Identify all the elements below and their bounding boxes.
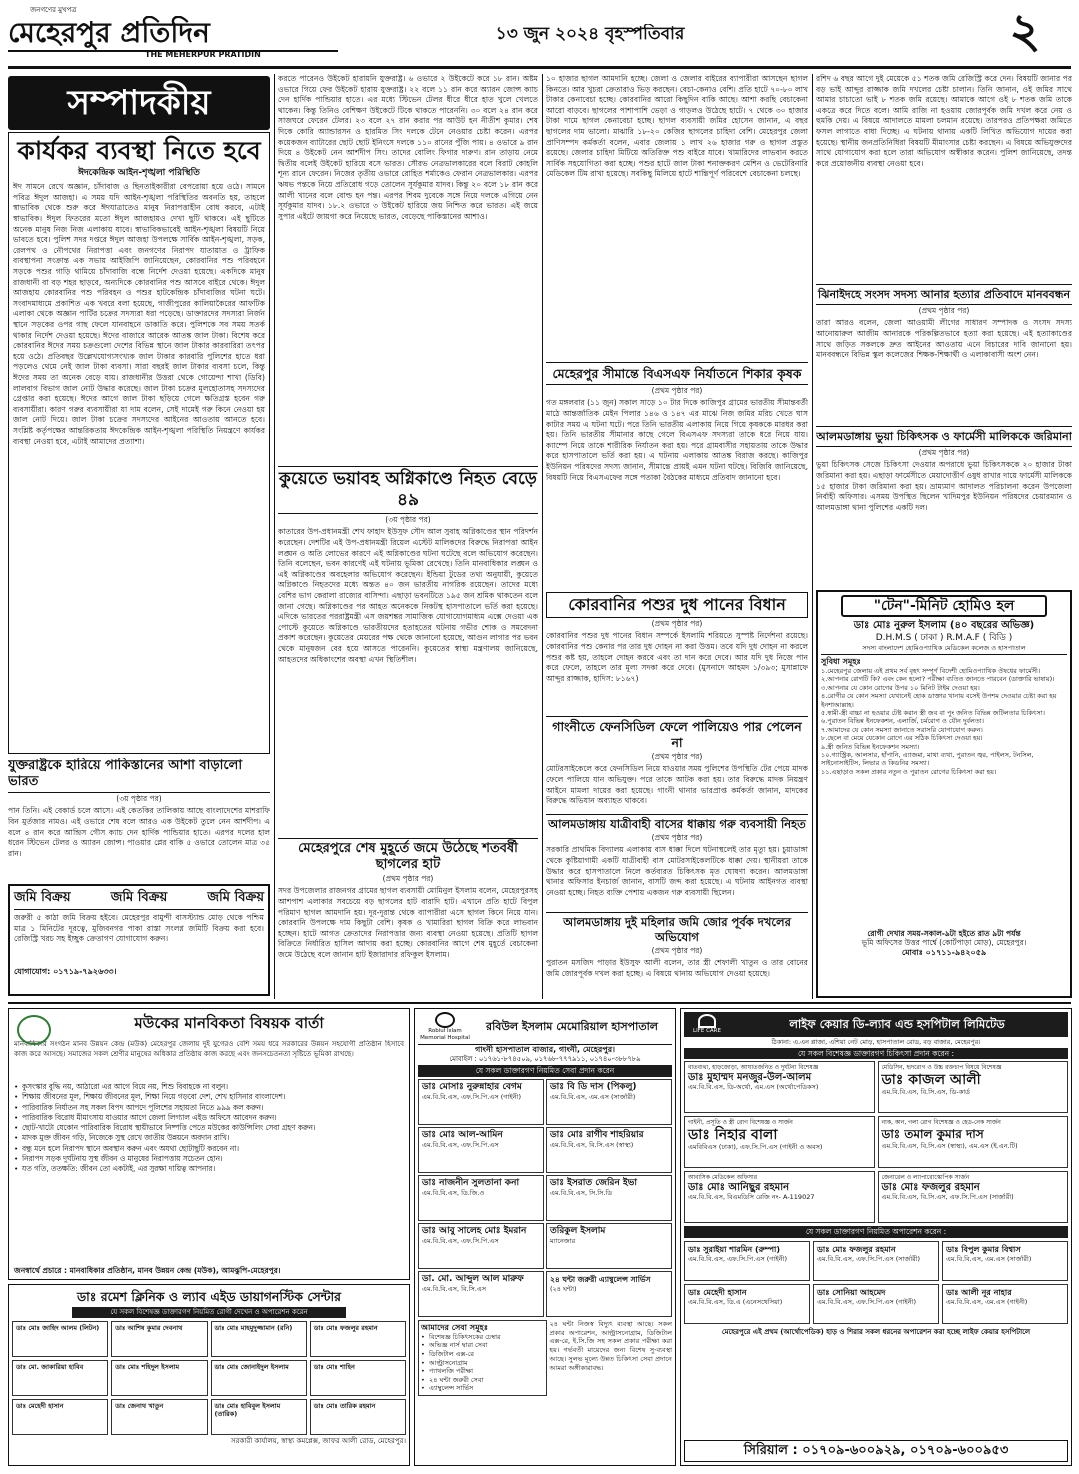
milk-cont: (প্রথম পৃষ্ঠার পর) (651, 619, 703, 628)
mouk-point: • বন্ধু মনে হলে নিরাপদ স্থানে অবস্থান করুন এবং অযথা ছোটাছুটি করবেন না। (14, 1144, 404, 1154)
land-sale-title-2: জমি বিক্রয় (110, 890, 168, 905)
land-sale-body: জরুরী ৫ কাঠা জমি বিক্রয় হইবে। মেহেরপুর বামুন্দী বাসস্ট্যান্ড মোড় থেকে পশ্চিম মাত্র ১ মিনিটের দূরত্বে, মুজিবনগর পাকা রাস্তা সংলগ্ন জমিটি বিক্রয় করা হবে। রেজিস্ট্রি খরচ সহ ইচ্ছুক ক্রেতাগণ যোগাযোগ করুন। (14, 913, 264, 944)
ramesh-ad (8, 1284, 410, 1466)
homeo-ad (816, 590, 1072, 998)
lifecare-doctor-name: ডাঃ তমাল কুমার দাস (881, 1127, 984, 1142)
lifecare-doctor-degree: এম.বি.বি.এস, বি.সি.এস, এফ.সি.পি.এস (সার্জারী) (881, 1193, 1014, 1202)
land-sale-title-row (14, 890, 264, 910)
mouk-point: • মাদক মুক্ত জীবন গড়ি, নিজেকে সুস্থ রেখে জাতীয় উন্নয়নে অবদান রাখি। (14, 1133, 404, 1143)
mouk-intro: মানবাধিকার সংগঠন মানব উন্নয়ন কেন্দ্র (মউক) মেহেরপুর জেলায় দুই যুগেরও বেশি সময় ধরে সরকারের উন্নয়ন সহযোগী প্রতিষ্ঠান হিসাবে কাজ করে আসছে। সমাজের সকল শ্রেণীর মানুষের অধিকার প্রতিষ্ঠায় কাজ করছে এবং জনসচেতনতা সৃষ্টিতে ভূমিকা রাখছে। (14, 1040, 404, 1058)
women-land-cont: (প্রথম পৃষ্ঠার পর) (651, 946, 703, 955)
lifecare-surgeon-degree: এম.বি.বি.এস, এফ.সি.পি.এস (গাইনী) (688, 1254, 788, 1263)
robiul-doctors (418, 1079, 672, 1317)
lifecare-doctor-name: ডাঃ মোঃ আনিছুর রহমান (688, 1182, 790, 1194)
homeo-benefit: ১০.গ্যাস্ট্রিক, আলসার, হাঁপানি, এ্যাজমা, মাথা ব্যথা, পুরাতন জ্বর, পাইলস, টনসিল, সাইনোসাইটিস, লিভার ও কিডনির সমস্যা। (821, 750, 1034, 768)
editorial-subhead: ঈদকেন্দ্রিক আইন-শৃঙ্খলা পরিস্থিতি (78, 168, 200, 178)
robiul-service: • আল্ট্রাসনোগ্রাম (421, 1359, 544, 1368)
lifecare-sub: যে সকল বিশেষজ্ঞ ডাক্তারগণ চিকিৎসা প্রদান করেন : (684, 1048, 1068, 1059)
col-divider-3 (812, 74, 813, 999)
lifecare-surgeon-degree: এম.বি.বি.এস, ডি.এ (এনেসথেসিয়া) (688, 1297, 783, 1306)
women-land-body-cont: রশিদ ৬ বছর আগে দুই মেয়েকে ৫১ শতক জমি রেজিস্ট্রি করে দেন। বিষয়টি জানার পর বড় ভাই আব্দুর রাজ্জাক জমি দখলের চেষ্টা চালান। তিনি জানান, ওই জমির সাথে আমার চাচাতো ভাই ৮ শতক জমি রয়েছে। আমাকে আগে ওই ৮ শতক জমি তাকে একত্রে করে দিতে বলে। আমি রাজি না হওয়ায় জোরপূর্বক জমি দখল করে নেয় ও হুমকি দেয়। এ বিষয়ে আদালতে মামলা চলমান রয়েছে। তারপরও প্রতিপক্ষরা জমিতে ফসল লাগাতে বাধা দিচ্ছে। এ ঘটনায় থানায় একটি লিখিত অভিযোগ দায়ের করা হয়েছে। স্থানীয় জনপ্রতিনিধিরা বিষয়টি মীমাংসার চেষ্টা করছেন। এ বিষয়ে অভিযুক্তদের সাথে যোগাযোগ করা হলে তারা অভিযোগ অস্বীকার করেন। পুলিশ জানিয়েছে, তদন্ত করে প্রয়োজনীয় ব্যবস্থা নেওয়া হবে। (816, 74, 1072, 168)
homeo-member: সদস্য বাংলাদেশ হোমিওপ্যাথিক মেডিকেল কলেজ ও হাসপাতাল (821, 644, 1067, 655)
robiul-sub: যে সকল ডাক্তারগণ নিয়মিত সেবা প্রদান করেন (418, 1065, 672, 1076)
robiul-services-list (421, 1333, 544, 1393)
land-sale-ad (8, 884, 270, 996)
lifecare-doctors2 (684, 1241, 1068, 1324)
homeo-address: ভূমি অফিসের উত্তর পার্শ্বে (কোর্টপাড়া মোড়), মেহেরপুর। (861, 938, 1027, 948)
col-divider-2 (542, 74, 543, 999)
lifecare-surgeon (813, 1284, 939, 1324)
lifecare-surgeon-degree: এম.বি.বি.এস, এম.এস (গাইনী) (946, 1297, 1028, 1306)
mp-protest-story (816, 284, 1072, 424)
lifecare-logo-text: LIFE CARE (693, 1028, 721, 1034)
masthead-name-en: THE MEHERPUR PRATIDIN (145, 50, 261, 59)
goats-continued (546, 74, 808, 360)
homeo-benefit: ৬.পুরাতন বিভিন্ন ইনফেকশন, এলার্জি, চর্মরোগ ও যৌন দুর্বলতা। (821, 717, 984, 726)
robiul-doctor (418, 1079, 544, 1125)
lifecare-title: লাইফ কেয়ার ডি-ল্যাব এন্ড হসপিটাল লিমিটেড (789, 1017, 1005, 1032)
homeo-benefits-title: সুবিধা সমূহঃ (821, 656, 861, 666)
masthead-logo (8, 16, 338, 52)
border-cont: (প্রথম পৃষ্ঠার পর) (651, 386, 703, 395)
lifecare-doctor-degree: এম.বি.বি.এস, ডি-অর্থো, এম.এস (অর্থোপেডিকস) (688, 1083, 819, 1092)
ramesh-doctor: ডাঃ মোঃ হাবিবুল ইসলাম (তারিক) (211, 1399, 307, 1435)
lifecare-surgeon-name: ডাঃ বিপুল কুমার বিশ্বাস (946, 1244, 1021, 1254)
page-number: ২ (1009, 3, 1041, 59)
bus-cont: (প্রথম পৃষ্ঠার পর) (651, 833, 703, 842)
homeo-title: "টেন"-মিনিট হোমিও হল (841, 595, 1047, 617)
robiul-phone: মোবাইল : ০১৭৬১-৮৭৪৫০৯, ০১৭৬৮-৭৭৭৯১১, ০১৭৪০-৩৮৮৭৮৯ (449, 1055, 641, 1063)
lifecare-doctor-name: ডাঃ নিহার বালা (688, 1127, 778, 1144)
robiul-service: • বিশেষজ্ঞ চিকিৎসকের চেম্বার (421, 1333, 544, 1342)
quack-body: ভুয়া চিকিৎসক সেজে চিকিৎসা দেওয়ার অপরাধে ভুয়া চিকিৎসককে ২০ হাজার টাকা জরিমানা করা হয়। এছাড়া ফার্মেসীতে মেয়াদোত্তীর্ণ ওষুধ রাখার দায়ে ফার্মেসী মালিককে ১৫ হাজার টাকা জরিমানা করা হয়। ভ্রাম্যমাণ আদালত পরিচালনা করেন উপজেলা নির্বাহী অফিসার। এসময় উপস্থিত ছিলেন খাদিমপুর ইউনিয়ন পরিষদের চেয়ারম্যান ও আলমডাঙ্গা থানা পুলিশের একটি দল। (816, 460, 1072, 512)
homeo-benefit: ৮.ছেলে বা মেয়ে যেকোন রোগে এর সঠিক চিকিৎসা দেওয়া হয়। (821, 734, 983, 743)
lifecare-logo-mark (698, 1014, 716, 1028)
mouk-ad (8, 1008, 410, 1280)
ramesh-doctor: ডাঃ মো. জাকারিয়া হাবিব (12, 1360, 108, 1396)
quack-cont: (প্রথম পৃষ্ঠার পর) (918, 448, 970, 457)
col-divider-1 (274, 74, 275, 999)
lifecare-doctor (684, 1061, 875, 1113)
milk-story (546, 592, 808, 714)
kuwait-body: কাতারের উপ-প্রধানমন্ত্রী শেখ ফাহাদ ইউসুফ সৌদ আল সুবাহ অগ্নিকাণ্ডের স্থান পরিদর্শন করেছেন। দেশটির এই উপ-প্রধানমন্ত্রী রিয়েল এস্টেট মালিকদের বিরুদ্ধে নিরাপত্তা আইন লঙ্ঘন ও অতি লোভের কারণে এই অগ্নিকাণ্ডের ঘটনা ঘটেছে বলে অভিযোগ করেছেন। তিনি বলেছেন, ভবন কারণেই এই ঘটনায় ভূমিকা রেখেছে। তিনি মানবাধিকার লঙ্ঘন ও এই অগ্নিকাণ্ডের অবহেলার অভিযোগ করেছেন। ইন্ডিয়া টুডের তথ্য অনুযায়ী, কুয়েতে অগ্নিকাণ্ডে নিহতদের মধ্যে অন্তত ৪০ জন ভারতীয় নাগরিক রয়েছেন। তাদের মধ্যে বেশির ভাগ কেরালা রাজ্যের বাসিন্দা। এছাড়া ভবনটিতে ১৯৫ জন শ্রমিক থাকতেন বলে জানা গেছে। অগ্নিকাণ্ডের পর আহত অনেককে নিকটস্থ হাসপাতালে ভর্তি করা হয়েছে। এদিকে ভারতের পররাষ্ট্রমন্ত্রী এস জয়শঙ্কর সামাজিক যোগাযোগমাধ্যম এক্সে দেওয়া এক পোস্টে কুয়েতে অগ্নিকাণ্ডে ভারতীয়দের হতাহতের ঘটনায় গভীর শোক ও সমবেদনা প্রকাশ করেছেন। কুয়েতের মেয়রের পক্ষ থেকে জানানো হয়েছে, আগুন লাগার পর ভবন থেকে মানুষজন বের হয়ে আসতে পারেননি। কুয়েতের স্বাস্থ্য মন্ত্রণালয় জানিয়েছে, আহতদের অধিকাংশের অবস্থা এখন স্থিতিশীল। (278, 527, 538, 664)
ramesh-doctor: ডাঃ মোঃ মাহমুদুজ্জামান (রনি) (211, 1321, 307, 1357)
bus-headline: আলমডাঙ্গায় যাত্রীবাহী বাসের ধাক্কায় গরু ব্যবসায়ী নিহত (546, 814, 808, 832)
lifecare-doctor (684, 1171, 875, 1223)
masthead-rule (8, 66, 1071, 69)
quack-story (816, 426, 1072, 586)
robiul-doctor-name: ডাঃ আবু সালেহ মোঃ ইমরান (422, 1225, 527, 1236)
lifecare-doctor-dept: বাতব্যথা, হাড়জোড়া, আঘাতজনিত ও দুর্ঘটনা বিশেষজ্ঞ (688, 1064, 819, 1072)
lifecare-doctor (878, 1116, 1069, 1168)
lifecare-surgeon (813, 1241, 939, 1281)
land-sale-title-3: জমি বিক্রয় (207, 890, 264, 905)
lifecare-doctor (878, 1171, 1069, 1223)
mouk-point: • শিক্ষায় জীবনের মূল, শিক্ষায় জীবনের মূল, শিক্ষা নিয়ে গড়বো দেশ, শেখ হাসিনার বাংলাদেশ। (14, 1092, 404, 1102)
robiul-doctor-degree: এম.বি.বি.এস, ডি.জি.ও (422, 1188, 485, 1197)
bus-body: সরকারি প্রাথমিক বিদ্যালয় এলাকায় বাস ধাক্কা দিলে ঘটনাস্থলেই তার মৃত্যু হয়। চুয়াডাঙ্গা থেকে কুষ্টিয়াগামী একটি যাত্রীবাহী বাস মোটরসাইকেলটিকে ধাক্কা দেয়। স্থানীয়রা তাকে উদ্ধার করে হাসপাতালে নিলে কর্তব্যরত চিকিৎসক মৃত ঘোষণা করেন। আলমডাঙ্গা থানার অফিসার ইনচার্জ জানান, বাসটি জব্দ করা হয়েছে। এ ঘটনায় আইনগত ব্যবস্থা নেওয়া হচ্ছে। নিহত ব্যক্তি পেশায় একজন গরু ব্যবসায়ী ছিলেন। (546, 845, 808, 897)
goats-cont: (প্রথম পৃষ্ঠার পর) (382, 874, 434, 883)
lifecare-surgeon (942, 1241, 1068, 1281)
ramesh-doctor: ডাঃ জেনাথ খাতুন (111, 1399, 207, 1435)
land-sale-contact: যোগাযোগ: ০১৭১৯-৭৯২৬৩৩। (14, 967, 117, 977)
lifecare-surgeon-degree: এম.বি.বি.এস, এম.এস (সার্জারী) (946, 1254, 1032, 1263)
lifecare-doctor-dept: আবাসিক মেডিকেল অফিসার (688, 1174, 758, 1182)
homeo-benefit: ৫.স্বামী-স্ত্রী বাচ্চা না হওয়ার টেষ্ট করান স্ত্রী জব বা পুং জনিত বিভিন্ন জটিলতার চিকিৎসা। (821, 708, 1045, 717)
robiul-doctor (418, 1271, 544, 1317)
homeo-benefit: ৭.আমাদের যে কোন সমস্যা জানাতে সরাসরি যোগাযোগ করুন। (821, 725, 983, 734)
lifecare-doctor-name: ডাঃ মোঃ ফজলুর রহমান (881, 1182, 980, 1194)
robiul-logo (418, 1012, 472, 1042)
homeo-benefit: ৩.আপনার যে কোন রোগের উপর ১০ মিনিট টাইম দেওয়া হয়। (821, 683, 980, 692)
robiul-doctor-degree: ম্যানেজার (550, 1236, 576, 1245)
robiul-logo-text: Robiul Islam Memorial Hospital (420, 1028, 470, 1041)
robiul-services (418, 1320, 547, 1396)
ramesh-title: ডাঃ রমেশ ক্লিনিক ও ল্যাব এইড ডায়াগনস্টিক সেন্টার (76, 1289, 342, 1304)
goats-story (278, 838, 538, 998)
robiul-doctor-degree: এম.বি.বি.এস, এফ.সি.পি.এস (গাইনী) (422, 1092, 522, 1101)
homeo-benefit: ৪.রোগীর যে কোন সমস্যা যেখানেই হোক ডাক্তার খানায় বসেই উপশম দেওয়ার চেষ্টা করা হয় ইনশাআল্লাহ। (821, 692, 1057, 709)
robiul-doctor (546, 1223, 672, 1269)
robiul-doctor-degree: এম.বি.বি.এস, এফ.সি.পি.এস (422, 1140, 499, 1149)
lifecare-doctor-name: ডাঃ মুহাম্মদ মনজুর-উল-আলম (688, 1072, 812, 1084)
cricket-body: পান তিনি। এই বেকার্ড চলে আসে। এই কেতকির তালিকায় আছে বাংলাদেশের মাশরাফি বিন মুর্তজার নামও। এই ওভারে শেষ বলে আরও এক উইকেট তুলে নেন আর্শদীপ। এ বলে ৪ রান করে আন্দ্রিস গৌস ক্যাচ দেন হার্দিক পান্ডিয়ার হাতে। এরপর দলের হাল ধরেন স্টিভেন টেলর ও অ্যারন জোন্স। পাওয়ার প্লের বাকি ৫ ওভারে তোলেন মাত্র ৩৫ রান। (8, 806, 270, 858)
masthead-name: মেহেরপুর প্রতিদিন (8, 16, 210, 49)
lifecare-footer: মেহেরপুরে এই প্রথম (আর্থোপেডিক) হাড় ও শিরার সকল ধরনের অপারেশন করা হচ্ছে লাইফ কেয়ার হসপিটালে (721, 1327, 1031, 1336)
ramesh-doctor: ডাঃ মেহেদী হাসান (12, 1399, 108, 1435)
masthead-top-note: জনগণের মুখপত্র (30, 6, 77, 14)
goats-body-cont: ১০ হাজার ছাগল আমদানি হচ্ছে। জেলা ও জেলার বাইরের ব্যাপারীরা আসছেন ছাগল কিনতে। আর খুচরা ক্রেতারাও ভিড় করছেন। বেচা-কেনাও বেশি। প্রতি হাটে ৭০-৮০ লাখ টাকার কেনাবেচা হচ্ছে। কোরবানির আরো কিছুদিন বাকি আছে। আশা করছি বেচাকেনা আরো বাড়বে। ছাগলের পাশাপাশি ভেড়া ও গাড়লও উঠেছে হাটে। ৭ থেকে ৩০ হাজার টাকা দামে ছাগল কেনাবেচা হচ্ছে। ছাগল ব্যবসায়ী জমির হোসেন জানান, এ বছর ছাগলের দাম ভালো। মাঝারি ১৮-২০ কেজির ছাগলের চাহিদা বেশি। মেহেরপুর জেলা প্রাণিসম্পদ কর্মকর্তা বলেন, এবার জেলায় ১ লাখ ২৬ হাজার গরু ও ছাগল প্রস্তুত রয়েছে। জেলার চাহিদা মিটিয়ে অতিরিক্ত পশু বাইরে যাবে। খামারিদের লাভবান করতে সার্বিক সহযোগিতা করা হচ্ছে। পশুর হাটে জাল টাকা শনাক্তকরণ মেশিন ও ভেটেরিনারি মেডিকেল টিম রাখা হয়েছে। সবকিছু মিলিয়ে হাটে শান্তিপূর্ণ পরিবেশে বেচাকেনা চলছে। (546, 74, 808, 179)
mp-protest-cont: (প্রথম পৃষ্ঠার পর) (918, 306, 970, 315)
ganni-body: মোটরসাইকেলে করে ফেনসিডিল নিয়ে যাওয়ার সময় পুলিশের উপস্থিতি টের পেয়ে মাদক ফেলে পালিয়ে যান অভিযুক্ত। পরে তাকে আটক করা হয়। তার বিরুদ্ধে মাদক নিয়ন্ত্রণ আইনে মামলা দায়ের করা হয়েছে। গাংনী থানার ভারপ্রাপ্ত কর্মকর্তা জানান, মাদকের বিরুদ্ধে অভিযান অব্যাহত থাকবে। (546, 764, 808, 806)
robiul-doctor-name: তরিকুল ইসলাম (550, 1225, 606, 1236)
women-land-headline: আলমডাঙ্গায় দুই মহিলার জমি জোর পূর্বক দখলের অভিযোগ (546, 912, 808, 945)
women-land-continued (816, 74, 1072, 282)
lifecare-doctor-name: ডাঃ কাজল আলী (881, 1072, 981, 1089)
editorial-box (8, 132, 270, 754)
lifecare-doctor-degree: এম.বি.বি.এস, বি.সি.এস, ডি-কার্ড (881, 1088, 970, 1097)
women-land-body: পুরাতন মসজিদ পাড়ার ইউসুফ আলী বলেন, তার স্ত্রী শেফালী খাতুন ও তার বোনের জমি জোরপূর্বক দখল করা হচ্ছে। এ বিষয়ে থানায় অভিযোগ দেওয়া হয়েছে। (546, 958, 808, 978)
robiul-doctor-degree: এম.বি.বি.এস, এম.এস (সার্জারী) (550, 1092, 636, 1101)
ramesh-doctor: ডাঃ আশিষ কুমার দেবনাথ (111, 1321, 207, 1357)
lifecare-header (684, 1012, 1068, 1037)
lifecare-doctor-degree: এম.বি.বি.এস, বি.সি.এস (স্বাস্থ্য), এম.এস (ই.এন.টি) (881, 1142, 1018, 1151)
homeo-benefit: ১.মেহেরপুর জেলায় এই প্রথম সর্ব বৃহৎ সম্পূর্ণ বিদেশী হোমিওপ্যাথিক ঔষধের ফার্মেসী। (821, 666, 1041, 675)
robiul-doctor (546, 1127, 672, 1173)
border-headline: মেহেরপুর সীমান্তে বিএসএফ নির্যাতনে শিকার কৃষক (546, 362, 808, 385)
mouk-points (14, 1082, 404, 1175)
robiul-doctor (418, 1175, 544, 1221)
robiul-logo-mark (435, 1012, 455, 1028)
robiul-doctor-degree: এম.বি.বি.এস, এফ.সি.পি.এস (422, 1236, 499, 1245)
ramesh-doctor: ডাঃ মোঃ শাহিন (310, 1360, 406, 1396)
lifecare-surgeon-degree: এম.বি.বি.এস, এফ.সি.পি.এস (গাইনী) (817, 1297, 917, 1306)
cricket-headline: যুক্তরাষ্ট্রকে হারিয়ে পাকিস্তানের আশা বাড়ালো ভারত (8, 758, 270, 793)
mouk-logo (17, 1015, 51, 1045)
robiul-doctor (418, 1127, 544, 1173)
robiul-doctor-name: ডাঃ বি ডি দাস (পিকলু) (550, 1081, 637, 1092)
lifecare-doctor (878, 1061, 1069, 1113)
lifecare-surgeon-name: ডাঃ সোনিয়া আহমেদ (817, 1287, 886, 1297)
lifecare-doctor-dept: জেনারেল ও ল্যাপারোস্কোপিক সার্জন (881, 1174, 970, 1182)
lifecare-doctor-dept: মেডিসিন, হৃদরোগ ও উচ্চ রক্তচাপ বিষয়ে বিশেষজ্ঞ (881, 1064, 1002, 1072)
cricket-continued (278, 74, 538, 464)
bus-story (546, 814, 808, 910)
border-body: গত মঙ্গলবার (১১ জুন) সকাল সাড়ে ১০ টার দিকে কাজিপুর গ্রামের ভারতীয় সীমান্তবর্তী মাঠে আন্তর্জাতিক মেইন পিলার ১৪৬ ও ১৪৭ এর মাঝে নিজ জমির মরিচ খেতে ঘাস কাটার সময় এ ঘটনা ঘটে। পরে তিনি ভারতীয় এলাকায় নিয়ে গিয়ে কৃষককে মারধর করা হয়। তিনি ভারতীয় সীমানার কাছে গেলে বিএসএফ সদস্যরা তাকে ধরে নিয়ে যায়। ক্যাম্পে নিয়ে তাকে শারীরিক নির্যাতন করা হয়। পরে গ্রামবাসীর সহায়তায় তাকে উদ্ধার করে হাসপাতালে ভর্তি করা হয়। এ ঘটনায় এলাকায় আতঙ্ক বিরাজ করছে। কাজিপুর ইউনিয়ন পরিষদের সদস্য জানান, সীমান্তে প্রায়ই এমন ঘটনা ঘটছে। বিজিবি জানিয়েছে, বিষয়টি নিয়ে বিএসএফের সঙ্গে পতাকা বৈঠকের মাধ্যমে প্রতিবাদ জানানো হবে। (546, 398, 808, 482)
robiul-ambulance-hours: (২৪ ঘন্টা) (550, 1284, 577, 1293)
lifecare-ad (680, 1008, 1072, 1466)
robiul-doctor (546, 1175, 672, 1221)
lifecare-sub2: যে সকল ডাক্তারগণ নিয়মিত অপারেশন করেন : (684, 1226, 1068, 1237)
robiul-doctor-degree: এম.বি.বি.এস, সি.সি.ডি (550, 1188, 613, 1197)
robiul-bottom (418, 1320, 672, 1396)
editorial-section: সম্পাদকীয় (67, 83, 211, 123)
robiul-title: রবিউল ইসলাম মেমোরিয়াল হাসপাতাল (486, 1020, 658, 1033)
kuwait-headline: কুয়েতে ভয়াবহ অগ্নিকাণ্ডে নিহত বেড়ে ৪৯ (278, 466, 538, 514)
robiul-service: • প্যাথলজি পরীক্ষা (421, 1367, 544, 1376)
kuwait-cont: (৩য় পৃষ্ঠার পর) (385, 515, 431, 524)
lifecare-surgeon-name: ডাঃ মোঃ ফজলুর রহমান (817, 1244, 896, 1254)
homeo-phone: মোবাঃ ০১৭১১-৯৪২০৫৯ (901, 947, 987, 957)
mouk-point: • ছোট-খাটো যেকোন পারিবারিক বিরোধ স্থায়ীভাবে নিষ্পত্তি পেতে মউকের কাউন্সিলিং সেবা গ্রহণ করুন। (14, 1123, 404, 1133)
ramesh-doctor: ডাঃ মোঃ শহিদুল ইসলাম (111, 1360, 207, 1396)
lifecare-doctor-dept: গাইনী, প্রসূতি ও স্ত্রী রোগ বিশেষজ্ঞ ও সার্জন (688, 1119, 793, 1127)
lifecare-doctors (684, 1061, 1068, 1223)
editorial-body: ঈদ সামনে রেখে অজ্ঞান, চাঁদাবাজ ও ছিনতাইকারীরা বেপরোয়া হয়ে ওঠে। সামনে পবিত্র ঈদুল আজহা। এ সময় যদি আইন-শৃঙ্খলা পরিস্থিতির অবনতি হয়, তাহলে স্বাভাবিক থেকে শুরু করে ঈদযাত্রাতেও মানুষ নিরাপত্তাহীন বোধ করবে, এটাই স্বাভাবিক। ঈদুল ফিতরের মতো ঈদুল আজহায়ও দেখা ছুটি থাকবে। এই ছুটিতে অনেক মানুষ নিজ নিজ এলাকায় যাবে। স্বাভাবিকভাবেই আইন-শৃঙ্খলা বিষয়টি নিয়ে ভাবতে হবে। পুলিশ সদর দপ্তরে ঈদুল আজহা উপলক্ষে সার্বিক আইন-শৃঙ্খলা, সড়ক, রেলপথ ও নৌপথের নিরাপত্তা এবং জনগণের নিরাপদ যাতায়াত ও ট্রাফিক ব্যবস্থাপনা সংক্রান্ত এক সভায় আইজিপি জানিয়েছেন, কোরবানির পশু পরিবহনে সড়কে পশুর গাড়ি থামিয়ে চাঁদাবাজি বন্ধে নির্দেশ দেওয়া হয়েছে। একদিকে মানুষ রাজধানী বা বড় শহর ছাড়বে, অন্যদিকে কোরবানির পশু আসবে বাইরে থেকে। ঈদুল আজহায় কোরবানির পশু পরিবহন ও পশুর হাটকেন্দ্রিক চাঁদাবাজির ঘটনা ঘটে। সংবাদমাধ্যমে প্রকাশিত এক খবরে বলা হয়েছে, গাজীপুরের কালিয়াকৈরের আফটিক এলাকা থেকে অজ্ঞান পার্টির চক্রের সদস্যরা ধরা পড়েছে। ডাক্তারদের সদস্যরা নির্জন স্থানে সড়কের ওপর গাছ ফেলে যানবাহনে ডাকাতি করে। পুলিশকে সব সময় সতর্ক থাকার নির্দেশ দেওয়া হয়েছে। ঈদের বাজারে আরেক আতঙ্ক জাল টাকা। বিশেষ করে কোরবানির ঈদের সময় চক্রগুলো দেশের বিভিন্ন স্থানে জাল টাকার কারবারিরা তৎপর হয়ে ওঠে। প্রতিবছর উল্লেখযোগ্যসংখ্যক জাল টাকার কারবারি পুলিশের হাতে ধরা পড়লেও থেমে নেই জাল টাকা ব্যবসা। সারা বছরই জাল টাকার ব্যবসা চলে, কিন্তু ঈদের সময় তা অনেক বেড়ে যায়। রাজধানীর উত্তরা থেকে গোয়েন্দা শাখা (ডিবি) লালবাগ বিভাগ জাল নোট উদ্ধার করেছে। জাল টাকা চক্রের মূলহোতাসহ সদস্যদের গ্রেপ্তার করা হয়েছে। ঈদের আগে জাল টাকা ছড়িয়ে গেলে ক্ষতিগ্রস্ত হবেন গরু ব্যবসায়ীরা। কারণ গরুর ব্যবসায়ীরা যা দাম বলেন, সেই দামেই গরু কিনে নেওয়া হয় জাল নোট দিয়ে। জাল টাকা চক্রের সদস্যদের আইনের আওতায় আনতে হবে। সংশ্লিষ্ট কর্তৃপক্ষের আন্তরিকতায় ঈদকেন্দ্রিক আইন-শৃঙ্খলা পরিস্থিতি নিয়ন্ত্রণে কার্যকর ব্যবস্থা নেওয়া হবে, এটাই আমাদের প্রত্যাশা। (13, 182, 265, 446)
robiul-address: গাংনী হাসপাতাল বাজার, গাংনী, মেহেরপুর। (474, 1045, 616, 1054)
ramesh-footer: সরকারী কার্যালয়, স্বাস্থ্য কমপ্লেক্স, জাফর আলী রোড, মেহেরপুর। (231, 1436, 406, 1445)
mouk-point: • পারিবারিক বিরোধ মীমাংসায় যাওয়ার আগে জেলা লিগ্যাল এইড অফিসে আবেদন করুন। (14, 1113, 404, 1123)
lifecare-surgeon-name: ডাঃ সুরাইয়া শারমিন (রুম্পা) (688, 1244, 781, 1254)
ramesh-doctors (12, 1321, 406, 1435)
milk-headline: কোরবানির পশুর দুধ পানের বিধান (546, 592, 808, 618)
editorial-banner (8, 76, 270, 130)
lifecare-doctor-degree: এম.বি.বি.এস, বিএমডিসি রেজি নং- A-119027 (688, 1193, 815, 1202)
robiul-ambulance-label: ২৪ ঘন্টা জরুরী এ্যাম্বুলেন্স সার্ভিস (550, 1274, 651, 1284)
robiul-doctor-name: ডা. মো. আব্দুল আল মারুফ (422, 1273, 524, 1284)
robiul-service: • অভিজ্ঞ নার্স দ্বারা সেবা (421, 1341, 544, 1350)
lifecare-logo (686, 1014, 728, 1035)
ganni-story (546, 716, 808, 812)
ramesh-doctor: ডাঃ মোঃ তারিক রহমান (310, 1399, 406, 1435)
robiul-service: • ২৪ ঘন্টা জরুরী সেবা (421, 1376, 544, 1385)
women-land-story (546, 912, 808, 998)
ramesh-doctor: ডাঃ মোঃ জাহিদ আলম (লিটন) (12, 1321, 108, 1357)
goats-headline: মেহেরপুরে শেষ মুহূর্তে জমে উঠেছে শতবর্ষী ছাগলের হাট (278, 838, 538, 873)
lifecare-serial: সিরিয়াল : ০১৭০৯-৬০০৯২৯, ০১৭০৯-৬০০৯৫৩ (684, 1440, 1068, 1462)
ganni-headline: গাংনীতে ফেনসিডিল ফেলে পালিয়েও পার পেলেন না (546, 716, 808, 751)
homeo-doctor: ডাঃ মোঃ নুরুল ইসলাম (৪০ বছরের অভিজ্ঞ) (853, 620, 1035, 631)
robiul-doctor (418, 1223, 544, 1269)
lifecare-doctor-dept: নাক, কান, গলা রোগ বিশেষজ্ঞ ও হেড-নেক সার্জন (881, 1119, 1001, 1127)
cricket-story (8, 758, 270, 878)
mouk-point: • পারিবারিক নির্যাতন সহ সকল বিপদ আপদে পুলিশের সহায়তা নিতে ৯৯৯ কল করুন। (14, 1103, 404, 1113)
robiul-doctor-name: ডাঃ নাজনীন সুলতানা কনা (422, 1177, 520, 1188)
ramesh-sub: যে সকল বিশেষজ্ঞ ডাক্তারগণ নিয়মিত রোগী দেখেন ও অপারেশন করেন (72, 1307, 346, 1318)
homeo-benefit: ২.আপনার রোগটি কি? এবং কেন হলো? পরীক্ষা ব্যতিত জানতে পারবেন (ডাক্তারি ভাষায়)। (821, 675, 1055, 684)
robiul-doctor-name: ডাঃ মোঃ আল-আমিন (422, 1129, 503, 1140)
cricket-cont: (৩য় পৃষ্ঠার পর) (116, 794, 162, 803)
ramesh-doctor: ডাঃ মোঃ জোনাইদুল ইসলাম (211, 1360, 307, 1396)
lifecare-surgeon-degree: এম.বি.বি.এস, এফ.সি.পি.এস (সার্জারী) (817, 1254, 921, 1263)
homeo-benefits (821, 667, 1067, 925)
lifecare-address: ঠিকানা: এ.এন প্লাজা, এশিয়া নেট মোড়, হাসপাতাল রোড, বড় বাজার, মেহেরপুর। (771, 1037, 981, 1046)
robiul-doctor-name: ডাঃ মোঃ রাগীব শাহরিয়ার (550, 1129, 644, 1140)
land-sale-title-1: জমি বিক্রয় (14, 890, 71, 905)
milk-body: কোরবানির পশুর দুধ পানের বিধান সম্পর্কে ইসলামি শরিয়তে সুস্পষ্ট নির্দেশনা রয়েছে। কোরবানির পশু কেনার পর তার দুধ দোহন না করা উত্তম। তবে যদি দুধ দোহন না করলে পশুর কষ্ট হয়, তাহলে দোহন করবে এবং তা দান করে দেবে। আর যদি দুধ নিজে পান করে ফেলে, তাহলে তার মূল্য সদকা করে দেবে। (মুসনাদে আহমদ ১/৩৯৩; মুসান্নাফে আব্দুর রাজ্জাক, হাদিস: ৮১৬৭) (546, 631, 808, 683)
robiul-doctor-name: ডাঃ ইসরাত জেরিন ইভা (550, 1177, 637, 1188)
lifecare-surgeon-name: ডাঃ মেহেদী হাসান (688, 1287, 747, 1297)
homeo-time: রোগী দেখার সময়-সকাল-৯টা হইতে রাত ৯টা পর্যন্ত (867, 928, 1021, 938)
ramesh-doctor: ডাঃ মোঃ ফজলুর রহমান (310, 1321, 406, 1357)
robiul-note: ২৪ ঘন্টা নিজস্ব বিদ্যুৎ ব্যবস্থা আছে। সকল প্রকার অপারেশন, আল্ট্রাসনোগ্রাম, ডিজিটাল এক্স-রে, ই.সি.জি সহ সকল প্রকার পরীক্ষা করা হয়। গর্ভবতী মায়েদের জন্য বিশেষ সু-ব্যবস্থা আছে। সুলভ মূল্যে উন্নত চিকিৎসা সেবা প্রদানে আমরা অঙ্গীকারাবদ্ধ। (549, 1319, 672, 1372)
robiul-service: • ডিজিটাল এক্স-রে (421, 1350, 544, 1359)
robiul-ad (414, 1008, 676, 1466)
goats-body: সদর উপজেলার রাজনগর গ্রামের ছাগল ব্যবসায়ী মোমিনুল ইসলাম বলেন, মেহেরপুরসহ আশপাশ এলাকার সবচেয়ে বড় ছাগলের হাট বারাদি হাট। এখানে প্রতি হাটে বিপুল পরিমাণ ছাগল আমদানি হয়। দূর-দূরান্ত থেকে ব্যাপারীরা এসে ছাগল কিনে নিয়ে যান। কোরবানি উপলক্ষে দাম কিছুটা বেশি। কৃষক ও খামারিরা ছাগল বিক্রি করে লাভবান হচ্ছেন। হাটে আগত ক্রেতাদের নিরাপত্তার জন্য ব্যবস্থা নেওয়া হয়েছে। প্রতিটি ছাগল বিক্রিতে নির্ধারিত হাসিল আদায় করা হচ্ছে। কোরবানির আগে শেষ মুহূর্তে বেচাকেনা জমে উঠেছে বলে জানান হাট ইজারাদার রফিকুল ইসলাম। (278, 886, 538, 959)
mouk-point: • নিরাপদ সড়ক দুর্ঘটনায় সুস্থ জীবন ও মানুষের নিরাপত্তায় সচেতন হোন। (14, 1154, 404, 1164)
robiul-doctor-name: ডাঃ মোসাঃ নুরুন্নাহার বেগম (422, 1081, 522, 1092)
robiul-doctor-degree: এম.বি.বি.এস, বি.সি.এস (স্বাস্থ্য) (550, 1140, 634, 1149)
masthead-date: ১৩ জুন ২০২৪ বৃহস্পতিবার (495, 24, 685, 44)
robiul-doctor (546, 1079, 672, 1125)
lifecare-surgeon (942, 1284, 1068, 1324)
mouk-point: • কুসংস্কার বুদ্ধি নয়, আঠারো এর আগে বিয়ে নয়, শিশু বিবাহকে না বলুন। (14, 1082, 404, 1092)
lifecare-surgeon (684, 1241, 810, 1281)
robiul-ambulance (546, 1271, 672, 1317)
mp-protest-headline: ঝিনাইদহে সংসদ সদস্য আনার হত্যার প্রতিবাদে মানববন্ধন (816, 284, 1072, 305)
lifecare-doctor-degree: এমবিবিএস (ঢাকা), এফ.সি.পি.এস (গাইনী ও অবস) (688, 1143, 823, 1152)
robiul-service: • এ্যাম্বুলেন্স সার্ভিস (421, 1384, 544, 1393)
ads-divider (8, 1002, 1071, 1004)
homeo-benefit: ৯.স্ত্রী জনিত বিভিন্ন ইনফেকশন সমস্যা। (821, 742, 920, 751)
quack-headline: আলমডাঙ্গায় ভুয়া চিকিৎসক ও ফার্মেসী মালিককে জরিমানা (816, 426, 1072, 447)
cricket-body-cont: করতে পারেনও উইকেট হারায়নি যুক্তরাষ্ট্র। ৬ ওভারে ২ উইকেটে করে ১৮ রান। অষ্টম ওভারে গিয়ে ফের উইকেট হারায় যুক্তরাষ্ট্র। ২২ বলে ১১ রান করে অ্যারন জোন্স ক্যাচ দেন হার্দিক পান্ডিয়ার হাতে। এর মধ্যে স্টিভেন টেলর ধীরে ধীরে হাত খুলে খেলতে থাকেন। কিন্তু তিনিও বেশিক্ষণ উইকেটে টিকে থাকতে পারেননি। ৩০ বলে ২৪ রান করে সাজঘরে ফেরেন টেলর। ২৩ বলে ২৭ রান করার পর আউট হন নীতীশ কুমার। শেষ দিকে কোরি অ্যান্ডারসন ও হারমিত সিং দলকে টেনে নেওয়ার চেষ্টা করেন। এরপর কয়েকজন ব্যাটারের ছোট ছোট ইনিংসে দলকে ১১০ রানের পুঁজি পায়। ৪ ওভারে ৯ রান দিয়ে ৪ উইকেট নেন আর্শদীপ সিং। তাদের বোলিং ফিগার দারুণ। রান তাড়ায় নেমে দ্বিতীয় বলেই উইকেট হারিয়ে বসে ভারত। সৌরভ নেত্রভালকারের বলে বিরাট কোহলি শূন্য রানে ফেরেন। নিজের তৃতীয় ওভারে রোহিত শর্মাকেও ফেরান নেত্রভালকার। এরপর ঋষভ পন্তকে নিয়ে প্রতিরোধ গড়ে তোলেন সূর্যকুমার যাদব। কিন্তু ২০ বলে ১৮ রান করে আলী খানের বলে বোল্ড হন পন্ত। এরপর শিবম দুবেকে সঙ্গে নিয়ে দলকে এগিয়ে নেন সূর্যকুমার যাদব। ১৮.২ ওভারে ৩ উইকেট হারিয়ে জয় নিশ্চিত করে ভারত। এই জয়ে সুপার এইটে জায়গা করে নিয়েছে ভারত, বেড়েছে পাকিস্তানের আশাও। (278, 74, 538, 221)
lifecare-doctor (684, 1116, 875, 1168)
mouk-title: মউকের মানবিকতা বিষয়ক বার্তা (134, 1014, 324, 1032)
mouk-point: • যত গতি, ততক্ষতি: জীবন তো একটাই, এর সুরক্ষা দায়িত্ব আপনার। (14, 1164, 404, 1174)
robiul-header (418, 1012, 672, 1045)
lifecare-surgeon (684, 1284, 810, 1324)
robiul-doctor-degree: এম.বি.বি.এস, বি.সি.এস (422, 1284, 487, 1293)
ganni-cont: (প্রথম পৃষ্ঠার পর) (651, 752, 703, 761)
homeo-benefit: ১১.এছাড়াও সকল প্রকার নতুন ও পুরাতন রোগের চিকিৎসা করা হয়। (821, 767, 997, 776)
mp-protest-body: তারা আরও বলেন, জেলা আওয়ামী লীগের সাধারণ সম্পাদক ও সংসদ সদস্য আনোয়ারুল আজীম আনারকে পরিকল্পিতভাবে হত্যা করা হয়েছে। এই হত্যাকাণ্ডের সাথে জড়িত সকলকে দ্রুত আইনের আওতায় এনে বিচারের দাবি জানানো হয়। মানববন্ধনে বিভিন্ন স্কুল কলেজের শিক্ষক-শিক্ষার্থী ও এলাকাবাসী অংশ নেন। (816, 318, 1072, 360)
robiul-services-title: আমাদের সেবা সমূহঃ (421, 1322, 488, 1332)
kuwait-story (278, 466, 538, 834)
homeo-degree: D.H.M.S ( ঢাকা ) R.M.A.F ( বিডি ) (875, 632, 1013, 643)
lifecare-surgeon-name: ডাঃ আলী নূর নাহার (946, 1287, 1012, 1297)
editorial-headline: কার্যকর ব্যবস্থা নিতে হবে (17, 136, 261, 165)
masthead (0, 0, 1079, 70)
border-story (546, 362, 808, 590)
mouk-footer: জনস্বার্থে প্রচারে : মানবাধিকার প্রতিষ্ঠান, মানব উন্নয়ন কেন্দ্র (মউক), আমঝুপি-মেহেরপুর। (14, 1265, 281, 1275)
